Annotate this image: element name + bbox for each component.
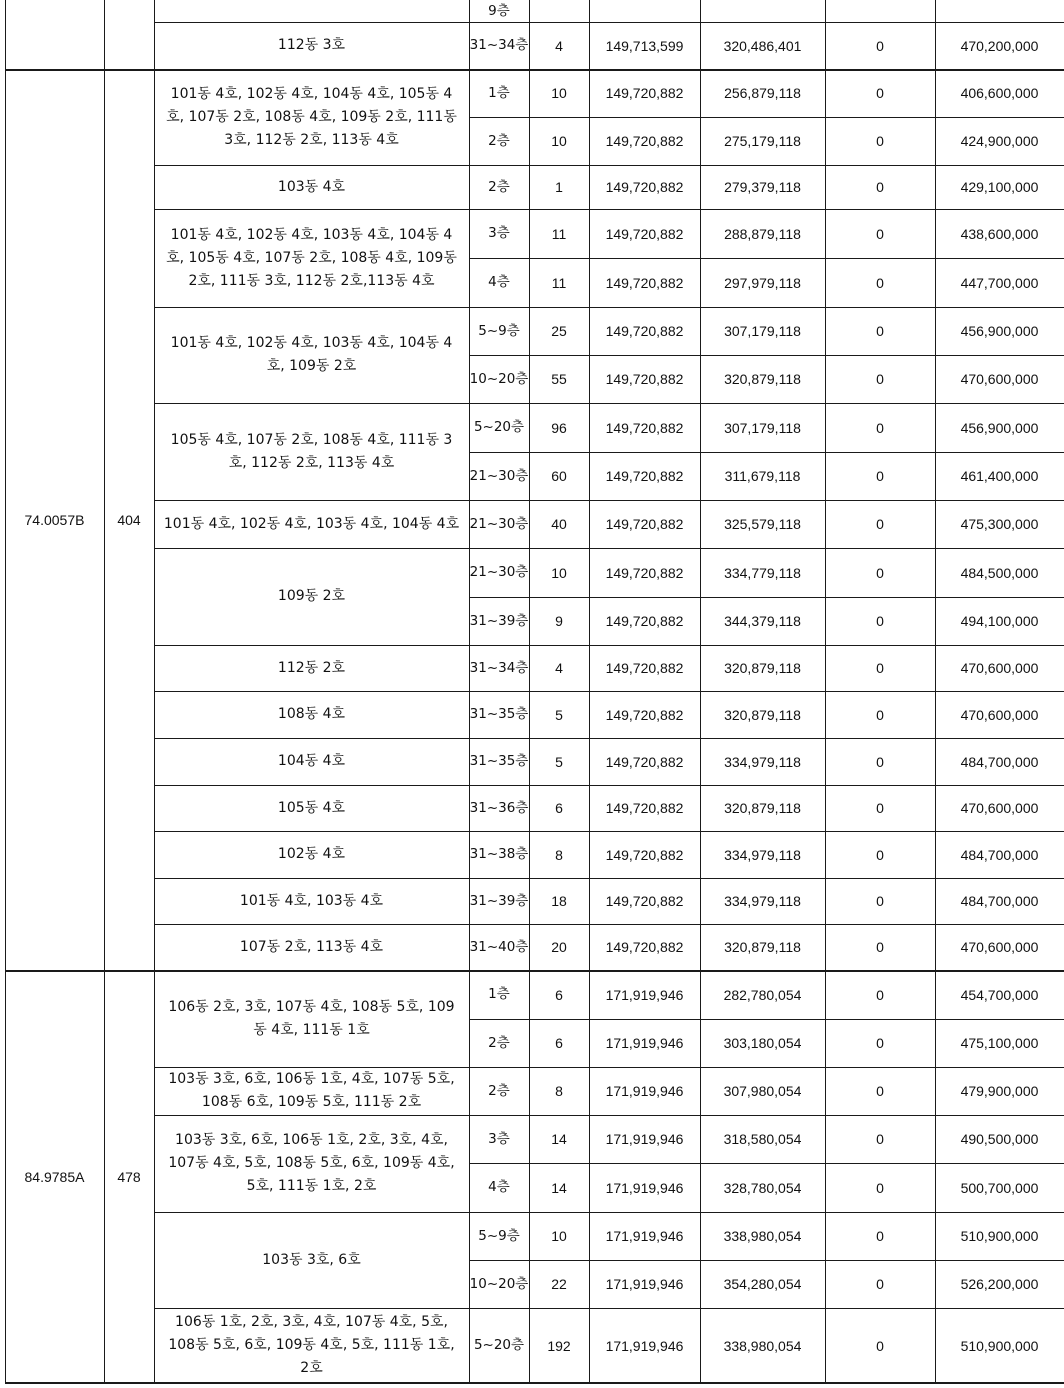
unit-cell: 104동 4호 [277, 753, 346, 769]
cell-building: 334,779,118 [724, 564, 801, 581]
cell-count: 11 [551, 225, 567, 242]
cell-total [935, 0, 1064, 22]
cell-count: 4 [555, 660, 563, 676]
cell-option: 0 [876, 85, 884, 101]
cell-land: 149,720,882 [605, 846, 684, 863]
cell-building: 320,879,118 [724, 706, 801, 723]
cell-floor: 5~9층 [478, 322, 520, 339]
grid-line [469, 0, 470, 1383]
cell-land: 149,720,882 [605, 133, 684, 149]
cell-land: 171,919,946 [605, 986, 684, 1003]
cell-option: 0 [876, 800, 884, 816]
cell-building: 338,980,054 [723, 1337, 802, 1354]
cell-count: 11 [551, 274, 567, 291]
cell-total: 429,100,000 [960, 179, 1039, 195]
cell-total: 424,900,000 [960, 133, 1039, 149]
cell-total: 470,200,000 [960, 37, 1039, 54]
cell-land: 149,720,882 [605, 564, 684, 581]
cell-floor: 31~40층 [469, 938, 529, 955]
households-cell: 478 [117, 1168, 141, 1185]
cell-count: 40 [551, 516, 567, 532]
cell-land: 171,919,946 [605, 1276, 684, 1292]
cell-option [825, 0, 935, 22]
cell-land: 149,720,882 [605, 800, 684, 816]
cell-total: 500,700,000 [960, 1179, 1039, 1196]
cell-total: 484,700,000 [960, 753, 1039, 770]
cell-floor: 31~34층 [469, 37, 529, 53]
cell-floor: 31~39층 [469, 892, 529, 909]
cell-option: 0 [876, 1035, 884, 1051]
area-cell: 84.9785A [24, 1168, 85, 1185]
cell-building: 334,979,118 [724, 753, 801, 770]
area-cell: 74.0057B [24, 511, 85, 528]
grid-line [104, 0, 105, 1383]
cell-building: 334,979,118 [724, 846, 801, 863]
cell-total: 470,600,000 [960, 706, 1039, 723]
cell-total: 484,500,000 [960, 564, 1039, 581]
grid-line [825, 0, 826, 1383]
cell-option: 0 [876, 274, 884, 291]
cell-land: 149,720,882 [605, 323, 684, 339]
area-cell [5, 0, 104, 69]
cell-option: 0 [876, 1083, 884, 1099]
cell-building: 320,879,118 [724, 939, 801, 955]
cell-count: 192 [547, 1337, 571, 1354]
cell-floor: 3층 [488, 225, 510, 241]
cell-total: 438,600,000 [960, 225, 1039, 242]
unit-cell: 105동 4호, 107동 2호, 108동 4호, 111동 3호, 112동 2호, 113동 4호 [170, 431, 453, 471]
cell-building: 256,879,118 [724, 85, 801, 101]
cell-building: 297,979,118 [724, 274, 801, 291]
cell-building: 320,879,118 [724, 371, 801, 387]
grid-line [5, 0, 6, 1383]
cell-total: 456,900,000 [960, 323, 1039, 339]
cell-land: 149,720,882 [605, 613, 684, 629]
cell-option: 0 [876, 1228, 884, 1244]
cell-option: 0 [876, 753, 884, 770]
cell-total: 456,900,000 [960, 419, 1039, 436]
cell-count: 10 [551, 564, 567, 581]
cell-floor: 21~30층 [469, 564, 529, 580]
cell-floor: 31~35층 [469, 753, 529, 769]
cell-count: 22 [551, 1276, 567, 1292]
cell-floor: 10~20층 [469, 370, 529, 387]
cell-floor: 9층 [488, 2, 510, 19]
cell-land: 149,720,882 [605, 419, 684, 436]
grid-line [5, 1382, 1064, 1384]
cell-total: 479,900,000 [960, 1083, 1039, 1099]
cell-floor: 1층 [488, 84, 510, 101]
cell-count: 10 [551, 1228, 567, 1244]
cell-floor: 10~20층 [469, 1275, 529, 1292]
cell-floor: 3층 [488, 1130, 510, 1147]
cell-option: 0 [876, 846, 884, 863]
cell-total: 510,900,000 [960, 1337, 1039, 1354]
cell-total: 454,700,000 [960, 986, 1039, 1003]
cell-count: 5 [555, 706, 563, 723]
cell-floor: 31~34층 [469, 659, 529, 676]
cell-land: 149,720,882 [605, 274, 684, 291]
grid-line [700, 0, 701, 1383]
cell-count: 9 [555, 613, 563, 629]
cell-land: 149,720,882 [605, 371, 684, 387]
cell-total: 447,700,000 [960, 274, 1039, 291]
cell-floor: 2층 [488, 132, 510, 149]
cell-building: 282,780,054 [723, 986, 802, 1003]
cell-building: 275,179,118 [724, 133, 801, 149]
cell-land: 171,919,946 [605, 1131, 684, 1147]
cell-land: 171,919,946 [605, 1228, 684, 1244]
cell-floor: 2층 [488, 1034, 510, 1051]
cell-count: 10 [551, 85, 567, 101]
unit-cell: 103동 3호, 6호, 106동 1호, 2호, 3호, 4호, 107동 4호, 5호, 108동 5호, 6호, 109동 4호, 5호, 111동 1호, 2호 [168, 1132, 455, 1194]
households-cell: 404 [117, 511, 141, 528]
cell-floor: 21~30층 [469, 515, 529, 532]
cell-option: 0 [876, 37, 884, 54]
unit-cell: 101동 4호, 102동 4호, 104동 4호, 105동 4호, 107동 2호, 108동 4호, 109동 2호, 111동 3호, 112동 2호, 113동 4호 [166, 85, 457, 148]
cell-count: 6 [555, 800, 563, 816]
cell-land: 149,720,882 [605, 660, 684, 676]
cell-land: 149,720,882 [605, 516, 684, 532]
unit-cell: 102동 4호 [277, 846, 346, 862]
cell-land: 149,720,882 [605, 468, 684, 484]
cell-option: 0 [876, 893, 884, 909]
grid-line [935, 0, 936, 1383]
unit-cell [154, 0, 469, 22]
cell-building: 307,179,118 [724, 323, 801, 339]
unit-cell: 106동 1호, 2호, 3호, 4호, 107동 4호, 5호, 108동 5호, 6호, 109동 4호, 5호, 111동 1호, 2호 [168, 1314, 455, 1376]
cell-building: 279,379,118 [724, 179, 801, 195]
cell-land: 171,919,946 [605, 1179, 684, 1196]
cell-floor: 1층 [488, 986, 510, 1002]
cell-count: 6 [555, 1035, 563, 1051]
cell-floor: 5~20층 [473, 1337, 525, 1353]
cell-building: 354,280,054 [723, 1276, 802, 1292]
cell-count: 96 [551, 419, 567, 436]
cell-floor: 5~9층 [478, 1227, 520, 1244]
unit-cell: 112동 2호 [277, 659, 346, 676]
cell-option: 0 [876, 1276, 884, 1292]
cell-floor: 5~20층 [473, 419, 525, 435]
cell-floor: 4층 [488, 274, 510, 290]
cell-land: 149,720,882 [605, 893, 684, 909]
cell-building [700, 0, 825, 22]
cell-building: 325,579,118 [724, 516, 801, 532]
cell-floor: 31~38층 [469, 846, 529, 862]
cell-count: 20 [551, 939, 567, 955]
cell-count: 5 [555, 753, 563, 770]
cell-option: 0 [876, 564, 884, 581]
cell-count [529, 0, 589, 22]
cell-building: 307,179,118 [724, 419, 801, 436]
cell-count: 60 [551, 468, 567, 484]
unit-cell: 101동 4호, 102동 4호, 103동 4호, 104동 4호, 105동 4호, 107동 2호, 108동 4호, 109동 2호, 111동 3호, 112동 2호,113동 4호 [166, 226, 457, 289]
cell-option: 0 [876, 939, 884, 955]
unit-cell: 103동 3호, 6호 [262, 1251, 361, 1268]
unit-cell: 112동 3호 [277, 37, 346, 53]
cell-count: 55 [551, 371, 567, 387]
cell-count: 14 [551, 1131, 567, 1147]
cell-building: 303,180,054 [723, 1035, 802, 1051]
unit-cell: 108동 4호 [277, 706, 346, 722]
unit-cell: 103동 4호 [277, 178, 346, 195]
grid-line [529, 0, 530, 1383]
cell-option: 0 [876, 419, 884, 436]
cell-option: 0 [876, 1179, 884, 1196]
cell-land: 149,720,882 [605, 753, 684, 770]
cell-total: 510,900,000 [960, 1228, 1039, 1244]
cell-total: 484,700,000 [960, 846, 1039, 863]
cell-count: 18 [551, 893, 567, 909]
cell-total: 490,500,000 [960, 1131, 1039, 1147]
cell-option: 0 [876, 225, 884, 242]
cell-floor: 31~36층 [469, 799, 529, 816]
cell-total: 406,600,000 [960, 85, 1039, 101]
cell-land: 171,919,946 [605, 1083, 684, 1099]
cell-count: 14 [551, 1179, 567, 1196]
unit-cell: 101동 4호, 102동 4호, 103동 4호, 104동 4호, 109동 2호 [170, 335, 453, 374]
unit-cell: 101동 4호, 103동 4호 [239, 892, 384, 909]
cell-land [589, 0, 700, 22]
cell-building: 320,879,118 [724, 800, 801, 816]
cell-total: 494,100,000 [960, 613, 1039, 629]
cell-building: 307,980,054 [723, 1083, 802, 1099]
cell-total: 470,600,000 [960, 660, 1039, 676]
grid-line [154, 0, 155, 1383]
cell-count: 10 [551, 133, 567, 149]
cell-option: 0 [876, 986, 884, 1003]
cell-land: 149,720,882 [605, 939, 684, 955]
cell-building: 318,580,054 [723, 1131, 802, 1147]
cell-building: 344,379,118 [724, 613, 801, 629]
cell-total: 475,100,000 [960, 1035, 1039, 1051]
cell-building: 334,979,118 [724, 893, 801, 909]
households-cell [104, 0, 154, 69]
cell-floor: 2층 [488, 178, 510, 195]
cell-option: 0 [876, 613, 884, 629]
cell-building: 320,486,401 [723, 37, 802, 54]
cell-floor: 21~30층 [469, 467, 529, 484]
cell-count: 8 [555, 1083, 563, 1099]
cell-building: 320,879,118 [724, 660, 801, 676]
cell-total: 484,700,000 [960, 893, 1039, 909]
cell-option: 0 [876, 468, 884, 484]
cell-count: 6 [555, 986, 563, 1003]
unit-cell: 109동 2호 [277, 588, 346, 604]
cell-total: 461,400,000 [960, 468, 1039, 484]
cell-land: 171,919,946 [605, 1337, 684, 1354]
cell-building: 311,679,118 [724, 468, 801, 484]
cell-land: 171,919,946 [605, 1035, 684, 1051]
cell-option: 0 [876, 179, 884, 195]
cell-floor: 31~39층 [469, 612, 529, 629]
unit-cell: 101동 4호, 102동 4호, 103동 4호, 104동 4호 [163, 515, 460, 532]
cell-building: 338,980,054 [723, 1228, 802, 1244]
cell-land: 149,720,882 [605, 85, 684, 101]
cell-total: 470,600,000 [960, 371, 1039, 387]
cell-count: 8 [555, 846, 563, 863]
cell-option: 0 [876, 323, 884, 339]
cell-total: 470,600,000 [960, 939, 1039, 955]
cell-floor: 31~35층 [469, 706, 529, 722]
unit-cell: 103동 3호, 6호, 106동 1호, 4호, 107동 5호, 108동 6호, 109동 5호, 111동 2호 [168, 1071, 455, 1110]
cell-floor: 2층 [488, 1082, 510, 1099]
cell-count: 4 [555, 37, 563, 54]
unit-cell: 106동 2호, 3호, 107동 4호, 108동 5호, 109동 4호, 111동 1호 [168, 998, 455, 1038]
cell-option: 0 [876, 371, 884, 387]
cell-land: 149,713,599 [605, 37, 684, 54]
cell-total: 526,200,000 [960, 1276, 1039, 1292]
grid-line [589, 0, 590, 1383]
unit-cell: 107동 2호, 113동 4호 [239, 938, 384, 955]
cell-total: 475,300,000 [960, 516, 1039, 532]
cell-option: 0 [876, 1131, 884, 1147]
cell-land: 149,720,882 [605, 179, 684, 195]
cell-count: 25 [551, 323, 567, 339]
cell-option: 0 [876, 516, 884, 532]
cell-building: 288,879,118 [724, 225, 801, 242]
cell-option: 0 [876, 1337, 884, 1354]
cell-total: 470,600,000 [960, 800, 1039, 816]
cell-land: 149,720,882 [605, 225, 684, 242]
unit-cell: 105동 4호 [277, 799, 346, 816]
cell-building: 328,780,054 [723, 1179, 802, 1196]
cell-land: 149,720,882 [605, 706, 684, 723]
cell-option: 0 [876, 660, 884, 676]
cell-count: 1 [555, 179, 563, 195]
cell-floor: 4층 [488, 1179, 510, 1195]
cell-option: 0 [876, 706, 884, 723]
cell-option: 0 [876, 133, 884, 149]
